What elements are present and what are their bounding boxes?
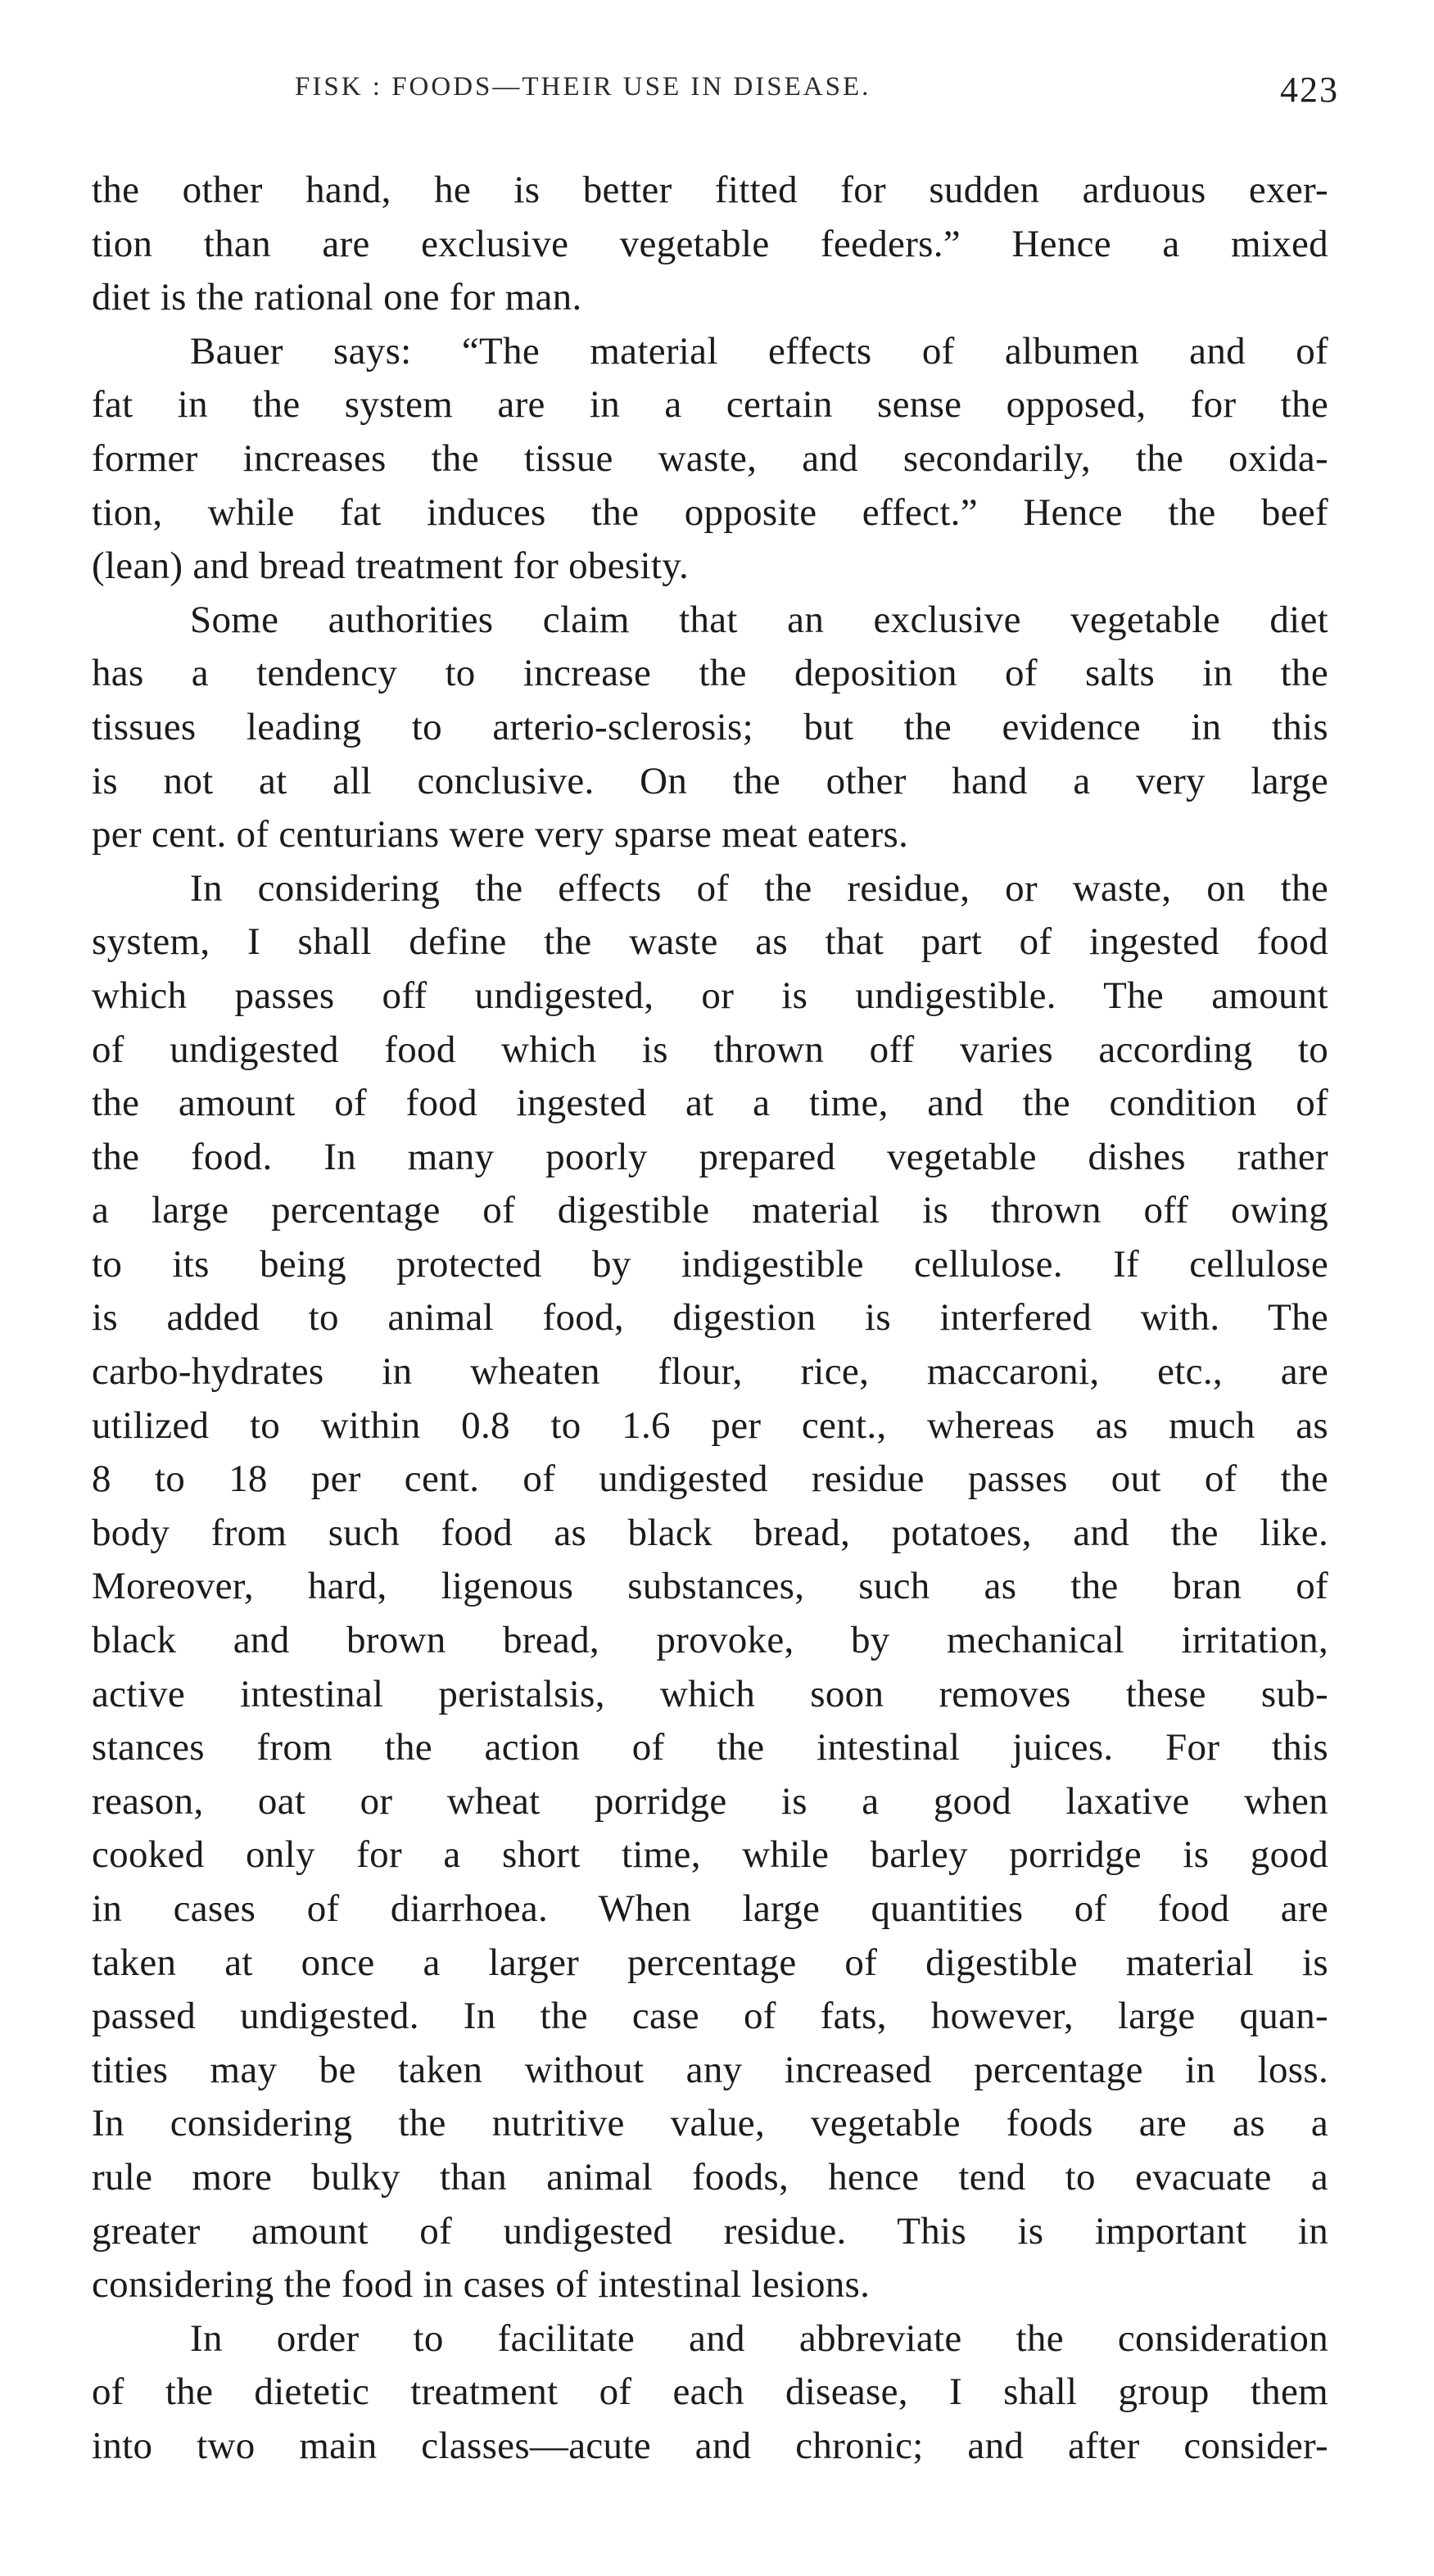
text-line: per cent. of centurians were very sparse meat eaters. xyxy=(92,813,909,856)
text-line: former increases the tissue waste, and secondarily, the oxida- xyxy=(92,436,1328,480)
text-line: tities may be taken without any increased percentage in loss. xyxy=(92,2048,1328,2091)
text-line: a large percentage of digestible material is thrown off owing xyxy=(92,1189,1328,1232)
text-line: rule more bulky than animal foods, hence tend to evacuate a xyxy=(92,2155,1328,2199)
text-line: utilized to within 0.8 to 1.6 per cent., whereas as much as xyxy=(92,1403,1328,1447)
text-line: reason, oat or wheat porridge is a good laxative when xyxy=(92,1779,1328,1823)
text-line: the amount of food ingested at a time, and the condition of xyxy=(92,1082,1328,1125)
text-line: active intestinal peristalsis, which soon removes these sub- xyxy=(92,1672,1328,1715)
text-line: Some authorities claim that an exclusive vegetable diet xyxy=(190,598,1328,641)
text-line: (lean) and bread treatment for obesity. xyxy=(92,545,690,588)
text-line: of undigested food which is thrown off varies according to xyxy=(92,1028,1328,1071)
text-line: system, I shall define the waste as that part of ingested food xyxy=(92,920,1328,964)
text-line: cooked only for a short time, while barley porridge is good xyxy=(92,1833,1328,1877)
text-line: carbo-hydrates in wheaten flour, rice, maccaroni, etc., are xyxy=(92,1350,1328,1394)
text-line: the food. In many poorly prepared vegetable dishes rather xyxy=(92,1135,1328,1178)
text-line: Moreover, hard, ligenous substances, such as the bran of xyxy=(92,1565,1328,1608)
text-line: tion than are exclusive vegetable feeders.” Hence a mixed xyxy=(92,222,1328,265)
text-line: In considering the nutritive value, vegetable foods are as a xyxy=(92,2102,1328,2145)
text-line: which passes off undigested, or is undigestible. The amount xyxy=(92,974,1328,1017)
text-line: considering the food in cases of intestinal lesions. xyxy=(92,2263,871,2307)
text-line: has a tendency to increase the deposition of salts in the xyxy=(92,652,1328,695)
text-line: tissues leading to arterio-sclerosis; but the evidence in this xyxy=(92,705,1328,748)
text-line: tion, while fat induces the opposite effect.” Hence the beef xyxy=(92,490,1328,534)
body-text xyxy=(92,164,1328,2474)
text-line: 8 to 18 per cent. of undigested residue passes out of the xyxy=(92,1457,1328,1501)
text-line: taken at once a larger percentage of digestible material is xyxy=(92,1941,1328,1984)
text-line: is not at all conclusive. On the other hand a very large xyxy=(92,759,1328,802)
text-line: body from such food as black bread, potatoes, and the like. xyxy=(92,1511,1328,1554)
text-line: to its being protected by indigestible cellulose. If cellulose xyxy=(92,1242,1328,1286)
text-line: the other hand, he is better fitted for sudden arduous exer- xyxy=(92,169,1328,211)
text-line: greater amount of undigested residue. This is important in xyxy=(92,2209,1328,2253)
text-line: In order to facilitate and abbreviate the consideration xyxy=(190,2316,1328,2360)
text-line: stances from the action of the intestinal juices. For this xyxy=(92,1726,1328,1769)
text-line: In considering the effects of the residue, or waste, on the xyxy=(190,866,1328,910)
text-line: is added to animal food, digestion is interfered with. The xyxy=(92,1296,1328,1340)
text-line: Bauer says: “The material effects of albumen and of xyxy=(190,329,1328,373)
running-head xyxy=(295,72,1359,121)
text-line: into two main classes—acute and chronic; and after consider- xyxy=(92,2424,1328,2467)
text-line: fat in the system are in a certain sense opposed, for the xyxy=(92,383,1328,427)
running-title: FISK : FOODS—THEIR USE IN DISEASE. xyxy=(295,72,871,102)
text-line: in cases of diarrhoea. When large quantities of food are xyxy=(92,1887,1328,1930)
text-line: black and brown bread, provoke, by mechanical irritation, xyxy=(92,1619,1328,1662)
text-line: passed undigested. In the case of fats, however, large quan- xyxy=(92,1995,1328,2038)
text-line: of the dietetic treatment of each disease, I shall group them xyxy=(92,2370,1328,2414)
page-number: 423 xyxy=(1280,70,1339,110)
text-line: diet is the rational one for man. xyxy=(92,276,582,319)
